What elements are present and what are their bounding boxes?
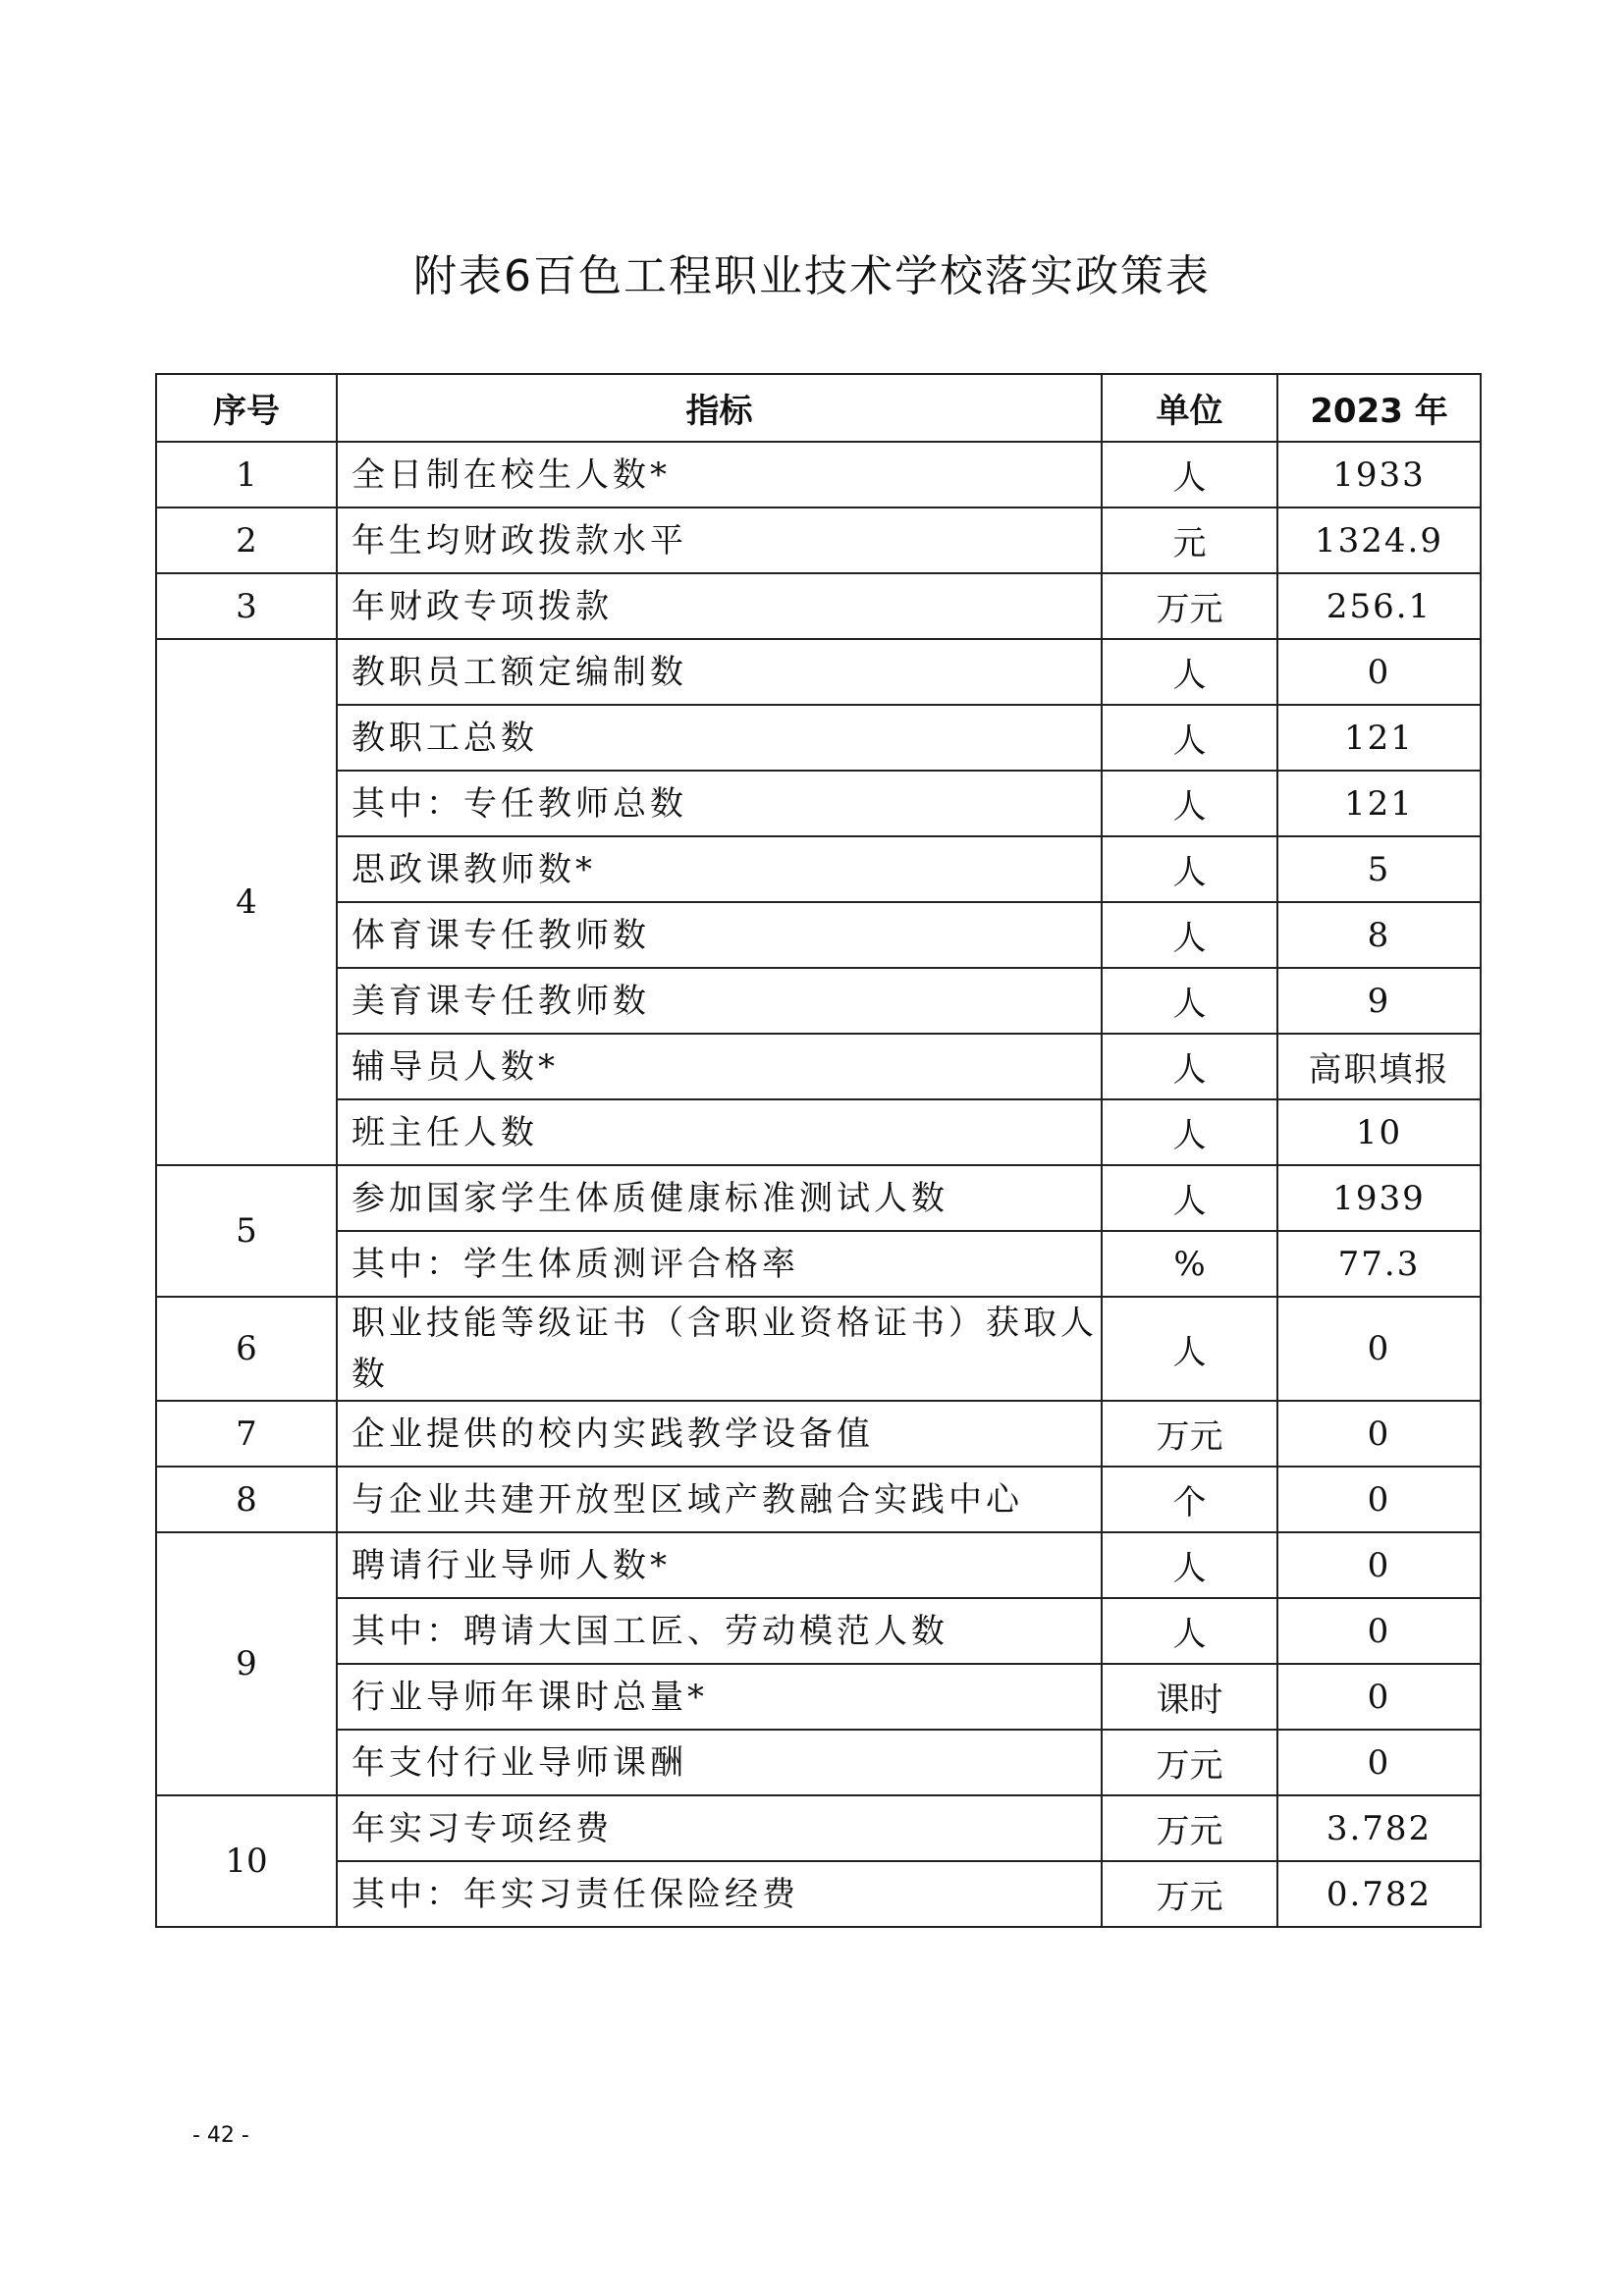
page-number: - 42 - xyxy=(192,2123,249,2148)
table-row xyxy=(156,442,1481,507)
cell-indicator: 行业导师年课时总量* xyxy=(337,1664,1102,1730)
table-row xyxy=(156,1467,1481,1532)
cell-unit: 万元 xyxy=(1102,1730,1277,1795)
cell-seq: 6 xyxy=(156,1297,337,1401)
cell-value: 9 xyxy=(1277,968,1481,1034)
table-row xyxy=(156,1664,1481,1730)
cell-unit: 人 xyxy=(1102,705,1277,771)
table-row xyxy=(156,1598,1481,1664)
table-row xyxy=(156,1165,1481,1231)
table-row xyxy=(156,1099,1481,1165)
cell-value: 0 xyxy=(1277,1532,1481,1598)
cell-seq: 2 xyxy=(156,507,337,573)
cell-indicator: 思政课教师数* xyxy=(337,836,1102,902)
cell-value: 121 xyxy=(1277,705,1481,771)
cell-value: 3.782 xyxy=(1277,1795,1481,1861)
cell-unit: 人 xyxy=(1102,1034,1277,1099)
page-title: 附表6百色工程职业技术学校落实政策表 xyxy=(413,251,1211,301)
cell-value: 256.1 xyxy=(1277,573,1481,639)
cell-value: 5 xyxy=(1277,836,1481,902)
cell-unit: 万元 xyxy=(1102,573,1277,639)
table-row xyxy=(156,1231,1481,1297)
cell-seq: 5 xyxy=(156,1165,337,1297)
table-row xyxy=(156,573,1481,639)
cell-unit: % xyxy=(1102,1231,1277,1297)
cell-seq: 8 xyxy=(156,1467,337,1532)
table-row xyxy=(156,705,1481,771)
cell-value: 1933 xyxy=(1277,442,1481,507)
cell-unit: 人 xyxy=(1102,442,1277,507)
cell-unit: 个 xyxy=(1102,1467,1277,1532)
cell-indicator: 其中：学生体质测评合格率 xyxy=(337,1231,1102,1297)
table-header-row xyxy=(156,374,1481,442)
cell-indicator: 聘请行业导师人数* xyxy=(337,1532,1102,1598)
cell-value: 77.3 xyxy=(1277,1231,1481,1297)
table-row xyxy=(156,1795,1481,1861)
cell-value: 0 xyxy=(1277,1467,1481,1532)
cell-indicator: 其中：年实习责任保险经费 xyxy=(337,1861,1102,1927)
cell-indicator: 年实习专项经费 xyxy=(337,1795,1102,1861)
cell-indicator: 全日制在校生人数* xyxy=(337,442,1102,507)
cell-indicator: 辅导员人数* xyxy=(337,1034,1102,1099)
table-row xyxy=(156,507,1481,573)
cell-value: 0 xyxy=(1277,1401,1481,1467)
cell-seq: 1 xyxy=(156,442,337,507)
cell-unit: 人 xyxy=(1102,836,1277,902)
header-unit: 单位 xyxy=(1102,374,1277,442)
cell-indicator: 班主任人数 xyxy=(337,1099,1102,1165)
cell-unit: 万元 xyxy=(1102,1401,1277,1467)
cell-value: 10 xyxy=(1277,1099,1481,1165)
cell-unit: 万元 xyxy=(1102,1861,1277,1927)
cell-value: 高职填报 xyxy=(1277,1034,1481,1099)
cell-unit: 万元 xyxy=(1102,1795,1277,1861)
cell-value: 1324.9 xyxy=(1277,507,1481,573)
table-row xyxy=(156,902,1481,968)
cell-unit: 人 xyxy=(1102,902,1277,968)
cell-value: 0 xyxy=(1277,1598,1481,1664)
cell-indicator: 职业技能等级证书（含职业资格证书）获取人数 xyxy=(337,1297,1102,1401)
table-row xyxy=(156,1401,1481,1467)
cell-indicator: 年财政专项拨款 xyxy=(337,573,1102,639)
cell-unit: 课时 xyxy=(1102,1664,1277,1730)
cell-unit: 人 xyxy=(1102,1099,1277,1165)
cell-seq: 3 xyxy=(156,573,337,639)
table-row xyxy=(156,1730,1481,1795)
cell-indicator: 与企业共建开放型区域产教融合实践中心 xyxy=(337,1467,1102,1532)
cell-indicator: 教职工总数 xyxy=(337,705,1102,771)
table-row xyxy=(156,836,1481,902)
cell-value: 121 xyxy=(1277,771,1481,836)
cell-unit: 人 xyxy=(1102,1297,1277,1401)
cell-value: 8 xyxy=(1277,902,1481,968)
cell-indicator: 参加国家学生体质健康标准测试人数 xyxy=(337,1165,1102,1231)
cell-indicator: 体育课专任教师数 xyxy=(337,902,1102,968)
cell-value: 0 xyxy=(1277,1297,1481,1401)
cell-indicator: 企业提供的校内实践教学设备值 xyxy=(337,1401,1102,1467)
table-row xyxy=(156,1861,1481,1927)
cell-indicator: 年支付行业导师课酬 xyxy=(337,1730,1102,1795)
table-row xyxy=(156,639,1481,705)
cell-indicator: 年生均财政拨款水平 xyxy=(337,507,1102,573)
table-row xyxy=(156,968,1481,1034)
cell-indicator: 美育课专任教师数 xyxy=(337,968,1102,1034)
cell-unit: 元 xyxy=(1102,507,1277,573)
table-row xyxy=(156,1297,1481,1401)
cell-seq: 10 xyxy=(156,1795,337,1927)
cell-value: 0 xyxy=(1277,1664,1481,1730)
cell-unit: 人 xyxy=(1102,1165,1277,1231)
cell-unit: 人 xyxy=(1102,1598,1277,1664)
cell-value: 1939 xyxy=(1277,1165,1481,1231)
table-row xyxy=(156,1532,1481,1598)
cell-indicator: 其中：聘请大国工匠、劳动模范人数 xyxy=(337,1598,1102,1664)
cell-unit: 人 xyxy=(1102,639,1277,705)
cell-value: 0.782 xyxy=(1277,1861,1481,1927)
cell-unit: 人 xyxy=(1102,968,1277,1034)
cell-indicator: 其中：专任教师总数 xyxy=(337,771,1102,836)
cell-seq: 4 xyxy=(156,639,337,1165)
header-indicator: 指标 xyxy=(337,374,1102,442)
table-row xyxy=(156,1034,1481,1099)
cell-value: 0 xyxy=(1277,639,1481,705)
cell-unit: 人 xyxy=(1102,771,1277,836)
policy-table xyxy=(155,373,1482,1928)
cell-seq: 7 xyxy=(156,1401,337,1467)
header-year: 2023 年 xyxy=(1277,374,1481,442)
header-seq: 序号 xyxy=(156,374,337,442)
cell-unit: 人 xyxy=(1102,1532,1277,1598)
cell-value: 0 xyxy=(1277,1730,1481,1795)
table-row xyxy=(156,771,1481,836)
cell-seq: 9 xyxy=(156,1532,337,1795)
table-body xyxy=(156,442,1481,1927)
cell-indicator: 教职员工额定编制数 xyxy=(337,639,1102,705)
